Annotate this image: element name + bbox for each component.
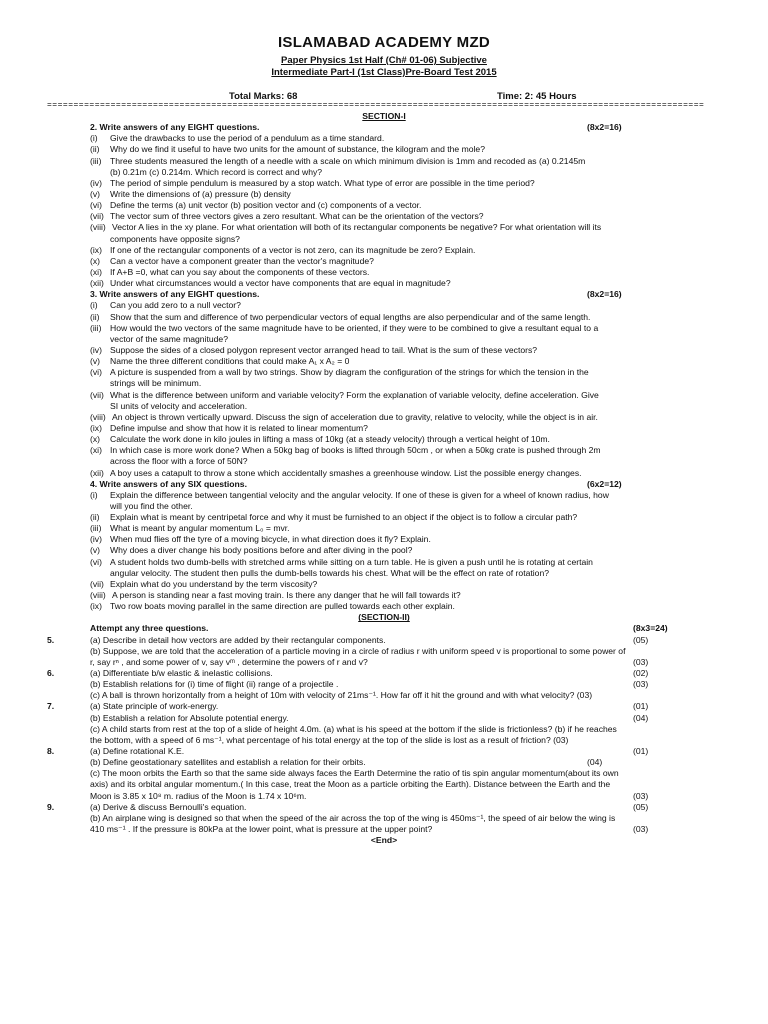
question-item	[0, 401, 768, 412]
long-question-line	[0, 779, 768, 790]
item-number: (vi)	[90, 200, 102, 211]
question-text: Moon is 3.85 x 10⁸ m. radius of the Moon is 1.74 x 10⁶m.	[90, 790, 307, 801]
item-number: (viii)	[90, 590, 106, 601]
long-question-line	[0, 657, 768, 668]
question-item	[0, 178, 768, 189]
item-text: Three students measured the length of a needle with a scale on which minimum division is 1mm and recoded as (a) 0.2145m	[110, 155, 586, 166]
question-heading	[0, 289, 768, 300]
item-number: (ii)	[90, 311, 100, 322]
long-question-line	[0, 713, 768, 724]
question-item	[0, 367, 768, 378]
question-number: 8.	[47, 746, 55, 757]
question-heading-text: 2. Write answers of any EIGHT questions.	[90, 122, 260, 133]
question-marks: (8x2=16)	[587, 289, 622, 300]
long-question-line	[0, 802, 768, 813]
item-text: If A+B =0, what can you say about the components of these vectors.	[110, 266, 370, 277]
question-marks: (01)	[633, 701, 649, 712]
item-number: (ix)	[90, 601, 102, 612]
question-item	[0, 200, 768, 211]
item-number: (ix)	[90, 244, 102, 255]
item-number: (iii)	[90, 523, 102, 534]
question-item	[0, 579, 768, 590]
paper-content	[0, 111, 768, 846]
question-item	[0, 245, 768, 256]
question-item	[0, 378, 768, 389]
question-text: 410 ms⁻¹ . If the pressure is 80kPa at the lower point, what is pressure at the upper point?	[90, 824, 433, 834]
item-text: Define impulse and show that how it is related to linear momentum?	[110, 422, 368, 433]
question-marks: (8x2=16)	[587, 122, 622, 133]
question-text: r, say rⁿ , and some power of v, say vᵐ , determine the powers of r and v?	[90, 656, 368, 667]
item-text: Vector A lies in the xy plane. For what orientation will both of its rectangular components be negative? For what orientation will its	[112, 222, 602, 233]
item-text: Define the terms (a) unit vector (b) position vector and (c) components of a vector.	[110, 200, 422, 211]
question-item	[0, 468, 768, 479]
item-number: (ii)	[90, 144, 100, 155]
question-item	[0, 267, 768, 278]
item-text: vector of the same magnitude?	[110, 333, 228, 344]
question-text: (a) Derive & discuss Bernoulli's equation.	[90, 801, 247, 812]
question-item	[0, 256, 768, 267]
item-number: (i)	[90, 300, 98, 311]
item-text: Show that the sum and difference of two perpendicular vectors of equal lengths are also perpendicular and of the same length.	[110, 311, 591, 322]
item-text: Name the three different conditions that could make A₁ x A₂ = 0	[110, 356, 350, 367]
item-text: Explain the difference between tangential velocity and the angular velocity. If one of these is given for a wheel of known radius, how	[110, 489, 609, 500]
item-text: Can a vector have a component greater than the vector's magnitude?	[110, 255, 374, 266]
item-text: If one of the rectangular components of a vector is not zero, can its magnitude be zero? Explain.	[110, 244, 476, 255]
question-heading	[0, 479, 768, 490]
question-text: (a) Define rotational K.E.	[90, 746, 185, 757]
item-text: will you find the other.	[110, 500, 193, 511]
question-item	[0, 234, 768, 245]
question-item	[0, 144, 768, 155]
item-text: Explain what do you understand by the term viscosity?	[110, 578, 318, 589]
long-question-line	[0, 757, 768, 768]
question-item	[0, 278, 768, 289]
question-item	[0, 545, 768, 556]
item-text: When mud flies off the tyre of a moving bicycle, in what direction does it fly? Explain.	[110, 534, 431, 545]
question-item	[0, 334, 768, 345]
question-item	[0, 456, 768, 467]
item-text: How would the two vectors of the same magnitude have to be oriented, if they were to be combined to give a resultant equal to a	[110, 322, 599, 333]
long-question-line	[0, 690, 768, 701]
item-number: (v)	[90, 545, 101, 556]
item-text: A boy uses a catapult to throw a stone which accidentally smashes a greenhouse window. List the possible energy changes.	[110, 467, 582, 478]
item-number: (vi)	[90, 556, 102, 567]
long-question-line	[0, 791, 768, 802]
item-text: SI units of velocity and acceleration.	[110, 400, 248, 411]
question-item	[0, 445, 768, 456]
question-item	[0, 523, 768, 534]
item-text: Can you add zero to a null vector?	[110, 300, 241, 311]
question-item	[0, 133, 768, 144]
question-text: (b) Define geostationary satellites and establish a relation for their orbits.	[90, 757, 366, 768]
long-question-line	[0, 768, 768, 779]
item-text: components have opposite signs?	[110, 233, 240, 244]
question-item	[0, 222, 768, 233]
question-marks: (02)	[633, 668, 649, 679]
question-text: (b) Establish a relation for Absolute potential energy.	[90, 712, 289, 723]
item-number: (vii)	[90, 389, 104, 400]
question-item	[0, 189, 768, 200]
question-item	[0, 390, 768, 401]
item-number: (vii)	[90, 578, 104, 589]
item-text: A person is standing near a fast moving train. Is there any danger that he will fall towards it?	[112, 590, 461, 601]
item-text: Suppose the sides of a closed polygon represent vector arranged head to tail. What is the sum of these vectors?	[110, 344, 538, 355]
item-text: across the floor with a force of 50N?	[110, 456, 248, 467]
question-item	[0, 312, 768, 323]
end-line	[0, 835, 768, 846]
question-item	[0, 156, 768, 167]
long-question-line	[0, 701, 768, 712]
question-item	[0, 167, 768, 178]
long-question-line	[0, 679, 768, 690]
section-2-heading-text: Attempt any three questions.	[90, 623, 209, 634]
question-marks: (04)	[633, 712, 649, 723]
question-marks: (05)	[633, 801, 649, 812]
section-2-heading	[0, 623, 768, 634]
item-number: (xii)	[90, 278, 104, 289]
section-2-marks: (8x3=24)	[633, 623, 668, 634]
item-number: (iv)	[90, 534, 102, 545]
total-marks: Total Marks: 68	[229, 91, 298, 102]
item-number: (xii)	[90, 467, 104, 478]
item-number: (ii)	[90, 512, 100, 523]
question-number: 9.	[47, 801, 55, 812]
item-number: (x)	[90, 255, 101, 266]
question-item	[0, 323, 768, 334]
item-text: Write the dimensions of (a) pressure (b) density	[110, 188, 291, 199]
long-question-line	[0, 724, 768, 735]
long-question-line	[0, 668, 768, 679]
section-2-title: (SECTION-II)	[358, 612, 410, 623]
question-heading	[0, 122, 768, 133]
item-number: (vii)	[90, 211, 104, 222]
long-question-line	[0, 735, 768, 746]
divider-rule: ============================================================================================================================	[47, 101, 705, 110]
question-marks: (03)	[633, 656, 649, 667]
question-text: (b) An airplane wing is designed so that when the speed of the air across the top of the wing is 450ms⁻¹, the speed of air below the wing is	[90, 812, 616, 823]
long-question-line	[0, 646, 768, 657]
item-text: In which case is more work done? When a 50kg bag of books is lifted through 50cm , or when a 50kg crate is pushed through 2m	[110, 445, 601, 456]
question-text: (c) The moon orbits the Earth so that the same side always faces the Earth Determine the ratio of tis spin angular momentum(about its own	[90, 768, 619, 779]
item-number: (vi)	[90, 367, 102, 378]
item-text: Calculate the work done in kilo joules in lifting a mass of 10kg (at a steady velocity) through a vertical height of 10m.	[110, 434, 550, 445]
item-text: What is meant by angular momentum L₀ = mvr.	[110, 523, 290, 534]
question-item	[0, 211, 768, 222]
end-marker: <End>	[370, 835, 398, 846]
item-text: Under what circumstances would a vector have components that are equal in magnitude?	[110, 278, 451, 289]
question-item	[0, 412, 768, 423]
question-number: 7.	[47, 701, 55, 712]
item-number: (v)	[90, 188, 101, 199]
long-question-line	[0, 746, 768, 757]
question-text: (b) Establish relations for (i) time of flight (ii) range of a projectile .	[90, 679, 339, 690]
question-text: (a) State principle of work-energy.	[90, 701, 219, 712]
question-heading-text: 3. Write answers of any EIGHT questions.	[90, 289, 260, 300]
question-item	[0, 601, 768, 612]
question-marks: (01)	[633, 746, 649, 757]
item-text: A picture is suspended from a wall by two strings. Show by diagram the configuration of the strings for which the tension in the	[110, 367, 589, 378]
question-text: axis) and its orbital angular momentum.( In this case, treat the Moon as a particle orbiting the Earth). Distance between the Earth and the	[90, 779, 611, 790]
question-text: (a) Describe in detail how vectors are added by their rectangular components.	[90, 634, 386, 645]
question-item	[0, 512, 768, 523]
question-text: (a) Differentiate b/w elastic & inelastic collisions.	[90, 668, 273, 679]
item-number: (xi)	[90, 445, 102, 456]
section-1-title: SECTION-I	[362, 111, 406, 121]
question-marks: (03)	[633, 790, 649, 801]
question-text: (b) Suppose, we are told that the acceleration of a particle moving in a circle of radius r with uniform speed v is proportional to some power of	[90, 645, 626, 656]
item-number: (i)	[90, 489, 98, 500]
question-text: (c) A ball is thrown horizontally from a height of 10m with velocity of 21ms⁻¹. How far off it hit the ground and with what velocity? (03)	[90, 690, 593, 701]
item-text: The period of simple pendulum is measured by a stop watch. What type of error are possible in the time period?	[110, 177, 535, 188]
item-text: The vector sum of three vectors gives a zero resultant. What can be the orientation of the vectors?	[110, 211, 484, 222]
item-text: Explain what is meant by centripetal force and why it must be furnished to an object if the object is to follow a circular path?	[110, 512, 578, 523]
question-item	[0, 434, 768, 445]
item-text: What is the difference between uniform and variable velocity? Form the explanation of variable velocity, define acceleration. Give	[110, 389, 599, 400]
item-text: (b) 0.21m (c) 0.214m. Which record is correct and why?	[110, 166, 323, 177]
long-question-line	[0, 813, 768, 824]
item-text: An object is thrown vertically upward. Discuss the sign of acceleration due to gravity, relative to velocity, while the object is in air.	[112, 411, 598, 422]
item-number: (iv)	[90, 177, 102, 188]
question-heading-text: 4. Write answers of any SIX questions.	[90, 478, 247, 489]
item-text: strings will be minimum.	[110, 378, 202, 389]
item-number: (ix)	[90, 422, 102, 433]
item-number: (i)	[90, 133, 98, 144]
item-number: (iv)	[90, 344, 102, 355]
item-number: (iii)	[90, 322, 102, 333]
question-item	[0, 423, 768, 434]
item-number: (v)	[90, 356, 101, 367]
question-item	[0, 490, 768, 501]
long-question-line	[0, 824, 768, 835]
question-text: (c) A child starts from rest at the top of a slide of height 4.0m. (a) what is his speed at the bottom if the slide is frictionless? (b) if he reaches	[90, 723, 617, 734]
item-text: Why do we find it useful to have two units for the amount of substance, the kilogram and the mole?	[110, 144, 485, 155]
question-number: 5.	[47, 634, 55, 645]
item-text: Why does a diver change his body positions before and after diving in the pool?	[110, 545, 413, 556]
item-number: (viii)	[90, 411, 106, 422]
long-question-line	[0, 635, 768, 646]
item-text: angular velocity. The student then pulls the dumb-bells towards his chest. What will be the effect on rate of rotation?	[110, 567, 550, 578]
question-item	[0, 568, 768, 579]
academy-title: ISLAMABAD ACADEMY MZD	[277, 34, 491, 51]
item-text: Two row boats moving parallel in the same direction are pulled towards each other explain.	[110, 601, 455, 612]
question-item	[0, 501, 768, 512]
section-title	[0, 111, 768, 122]
question-marks: (03)	[633, 679, 649, 690]
question-item	[0, 590, 768, 601]
section-2-title-line	[0, 612, 768, 623]
item-number: (xi)	[90, 266, 102, 277]
question-item	[0, 557, 768, 568]
item-number: (viii)	[90, 222, 106, 233]
time-allowed: Time: 2: 45 Hours	[497, 91, 577, 102]
class-subtitle: Intermediate Part-I (1st Class)Pre-Board Test 2015	[271, 67, 497, 78]
item-number: (iii)	[90, 155, 102, 166]
question-item	[0, 300, 768, 311]
question-item	[0, 345, 768, 356]
question-marks: (6x2=12)	[587, 478, 622, 489]
question-number: 6.	[47, 668, 55, 679]
question-marks: (03)	[633, 824, 649, 834]
item-text: Give the drawbacks to use the period of a pendulum as a time standard.	[110, 133, 385, 144]
question-marks: (04)	[587, 757, 603, 768]
question-text: the bottom, with a speed of 6 ms⁻¹, what percentage of his total energy at the top of the slide is lost as a result of friction? (03)	[90, 734, 569, 745]
item-number: (x)	[90, 434, 101, 445]
paper-subtitle: Paper Physics 1st Half (Ch# 01-06) Subjective	[281, 55, 487, 66]
question-item	[0, 534, 768, 545]
question-marks: (05)	[633, 634, 649, 645]
item-text: A student holds two dumb-bells with stretched arms while sitting on a turn table. He is given a push until he is rotating at certain	[110, 556, 593, 567]
question-item	[0, 356, 768, 367]
